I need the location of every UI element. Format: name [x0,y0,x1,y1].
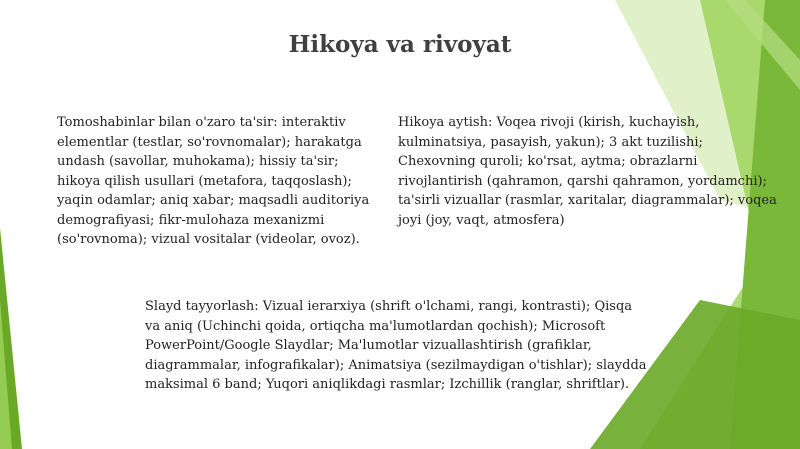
left-text-block: Tomoshabinlar bilan o'zaro ta'sir: interaktiv elementlar (testlar, so'rovnomalar); harakatga undash (savollar, muhokama); hissiy ta'sir; hikoya qilish usullari (metafora, taqqoslash); yaqin odamlar; aniq xabar; maqsadli auditoriya demografiyasi; fikr-mulohaza mexanizmi (so'rovnoma); vizual vositalar (videolar, ovoz). [57,115,370,247]
bottom-text-block: Slayd tayyorlash: Vizual ierarxiya (shrift o'lchami, rangi, kontrasti); Qisqa va aniq (Uchinchi qoida, ortiqcha ma'lumotlardan qochish); Microsoft PowerPoint/Google Slaydlar; Ma'lumotlar vizuallashtirish (grafiklar, diagrammalar, infografikalar); Animatsiya (sezilmaydigan o'tishlar); slaydda maksimal 6 band; Yuqori aniqlikdagi rasmlar; Izchillik (ranglar, shriftlar). [145,299,647,392]
right-text-block: Hikoya aytish: Voqea rivoji (kirish, kuchayish, kulminatsiya, pasayish, yakun); 3 akt tuzilishi; Chexovning quroli; ko'rsat, aytma; obrazlarni rivojlantirish (qahramon, qarshi qahramon, yordamchi); ta'sirli vizuallar (rasmlar, xaritalar, diagrammalar); voqea joyi (joy, vaqt, atmosfera) [398,115,777,228]
slide-title: Hikoya va rivoyat [288,31,512,58]
